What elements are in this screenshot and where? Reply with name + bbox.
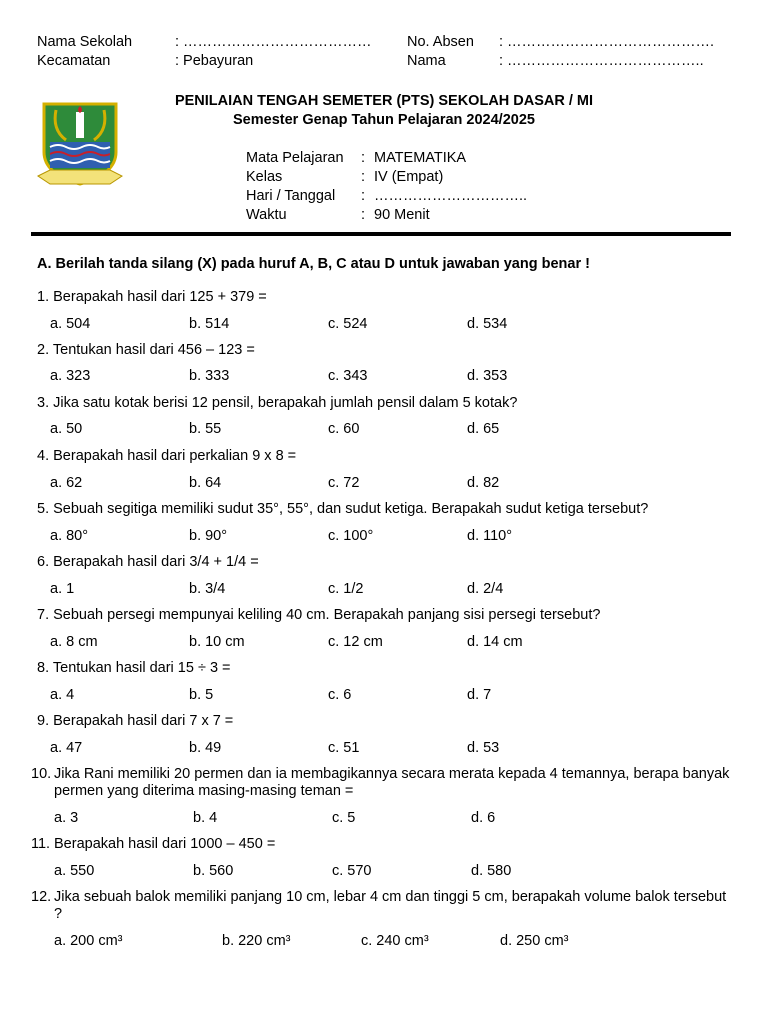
question-5 [37,501,737,518]
info-time [246,207,430,223]
option-b[interactable]: b. 514 [189,316,230,332]
option-d[interactable]: d. 65 [467,421,500,437]
option-a[interactable]: a. 62 [50,475,83,491]
info-key: Waktu [246,207,287,223]
option-c[interactable]: c. 72 [328,475,360,491]
question-number: 10. [31,766,52,782]
option-c[interactable]: c. 51 [328,740,360,756]
option-d[interactable]: d. 14 cm [467,634,523,650]
info-value: MATEMATIKA [374,150,467,166]
option-d[interactable]: d. 534 [467,316,508,332]
exam-title: PENILAIAN TENGAH SEMETER (PTS) SEKOLAH DASAR / MI [174,93,594,109]
name-label: Nama [407,53,446,69]
district-value: : Pebayuran [175,53,254,69]
question-text: Jika Rani memiliki 20 permen dan ia membagikannya secara merata kepada 4 temannya, berapa banyak permen yang diterima masing-masing teman = [54,766,730,799]
option-b[interactable]: b. 560 [193,863,234,879]
option-c[interactable]: c. 1/2 [328,581,364,597]
question-3 [37,395,737,412]
option-a[interactable]: a. 4 [50,687,75,703]
option-d[interactable]: d. 250 cm³ [500,933,569,949]
question-text: Tentukan hasil dari 15 ÷ 3 = [52,660,231,676]
options-7 [50,634,606,650]
option-b[interactable]: b. 90° [189,528,228,544]
district-label: Kecamatan [37,53,111,69]
info-colon: : [361,169,366,185]
school-field[interactable]: : ………………………………… [175,34,372,50]
options-1 [50,316,606,332]
option-d[interactable]: d. 110° [467,528,513,544]
options-3 [50,421,606,437]
option-a[interactable]: a. 47 [50,740,83,756]
question-4 [37,448,737,465]
question-text: Berapakah hasil dari 3/4 + 1/4 = [53,554,259,570]
question-text: Jika satu kotak berisi 12 pensil, berapakah jumlah pensil dalam 5 kotak? [53,395,518,411]
option-b[interactable]: b. 333 [189,368,230,384]
option-a[interactable]: a. 504 [50,316,91,332]
option-d[interactable]: d. 6 [471,810,496,826]
question-text: Tentukan hasil dari 456 – 123 = [52,342,255,358]
info-value: 90 Menit [374,207,430,223]
options-2 [50,368,606,384]
option-a[interactable]: a. 50 [50,421,83,437]
option-c[interactable]: c. 60 [328,421,360,437]
question-text: Berapakah hasil dari 1000 – 450 = [54,836,276,852]
options-9 [50,740,606,756]
question-6 [37,554,737,571]
question-text: Jika sebuah balok memiliki panjang 10 cm, lebar 4 cm dan tinggi 5 cm, berapakah volume balok tersebut ? [54,889,727,922]
question-text: Berapakah hasil dari 7 x 7 = [53,713,234,729]
header-row-1 [37,34,737,50]
question-text: Sebuah segitiga memiliki sudut 35°, 55°, dan sudut ketiga. Berapakah sudut ketiga tersebut? [53,501,649,517]
option-c[interactable]: c. 6 [328,687,352,703]
option-b[interactable]: b. 4 [193,810,218,826]
header-row-2 [37,53,737,69]
info-colon: : [361,207,366,223]
question-number: 12. [31,889,52,905]
info-colon: : [361,150,366,166]
option-a[interactable]: a. 3 [54,810,79,826]
question-number: 3. [37,395,50,411]
section-instruction: A. Berilah tanda silang (X) pada huruf A, B, C atau D untuk jawaban yang benar ! [37,256,590,272]
options-4 [50,475,606,491]
option-a[interactable]: a. 8 cm [50,634,98,650]
option-a[interactable]: a. 323 [50,368,91,384]
question-number: 9. [37,713,50,729]
question-number: 6. [37,554,50,570]
question-9 [37,713,737,730]
options-6 [50,581,606,597]
option-b[interactable]: b. 5 [189,687,214,703]
option-a[interactable]: a. 550 [54,863,95,879]
question-12 [31,889,731,923]
question-text: Berapakah hasil dari perkalian 9 x 8 = [53,448,297,464]
question-8 [37,660,737,677]
option-a[interactable]: a. 200 cm³ [54,933,123,949]
school-label: Nama Sekolah [37,34,133,50]
absen-field[interactable]: : ……………………………………. [499,34,715,50]
info-key: Mata Pelajaran [246,150,344,166]
header-divider [31,232,731,236]
option-b[interactable]: b. 3/4 [189,581,226,597]
info-class [246,169,443,185]
option-d[interactable]: d. 353 [467,368,508,384]
option-b[interactable]: b. 49 [189,740,222,756]
exam-subtitle: Semester Genap Tahun Pelajaran 2024/2025 [233,112,535,128]
question-11 [31,836,731,853]
option-d[interactable]: d. 82 [467,475,500,491]
question-number: 1. [37,289,50,305]
question-number: 11. [31,836,51,852]
info-value: IV (Empat) [374,169,444,185]
question-number: 4. [37,448,50,464]
question-text: Sebuah persegi mempunyai keliling 40 cm. Berapakah panjang sisi persegi tersebut? [53,607,601,623]
option-b[interactable]: b. 64 [189,475,222,491]
options-8 [50,687,606,703]
question-text: Berapakah hasil dari 125 + 379 = [53,289,267,305]
option-c[interactable]: c. 343 [328,368,368,384]
option-b[interactable]: b. 10 cm [189,634,245,650]
options-5 [50,528,606,544]
question-7 [37,607,737,624]
question-1 [37,289,737,306]
question-10 [31,766,731,800]
info-subject [246,150,466,166]
option-b[interactable]: b. 220 cm³ [222,933,291,949]
option-c[interactable]: c. 5 [332,810,356,826]
option-d[interactable]: d. 53 [467,740,500,756]
option-c[interactable]: c. 524 [328,316,368,332]
option-d[interactable]: d. 580 [471,863,512,879]
option-c[interactable]: c. 100° [328,528,374,544]
option-d[interactable]: d. 2/4 [467,581,504,597]
question-2 [37,342,737,359]
info-colon: : [361,188,366,204]
info-date [246,188,527,204]
option-c[interactable]: c. 240 cm³ [361,933,429,949]
info-key: Hari / Tanggal [246,188,336,204]
date-field[interactable]: ………………………….. [374,188,528,204]
option-d[interactable]: d. 7 [467,687,492,703]
regency-emblem-logo [36,100,124,192]
option-b[interactable]: b. 55 [189,421,222,437]
info-key: Kelas [246,169,283,185]
option-a[interactable]: a. 1 [50,581,75,597]
options-11 [54,863,610,879]
options-12 [54,933,639,949]
question-number: 7. [37,607,50,623]
question-number: 5. [37,501,50,517]
absen-label: No. Absen [407,34,474,50]
option-a[interactable]: a. 80° [50,528,89,544]
option-c[interactable]: c. 570 [332,863,372,879]
name-field[interactable]: : ………………………………….. [499,53,704,69]
question-number: 8. [37,660,50,676]
option-c[interactable]: c. 12 cm [328,634,383,650]
options-10 [54,810,610,826]
question-number: 2. [37,342,50,358]
